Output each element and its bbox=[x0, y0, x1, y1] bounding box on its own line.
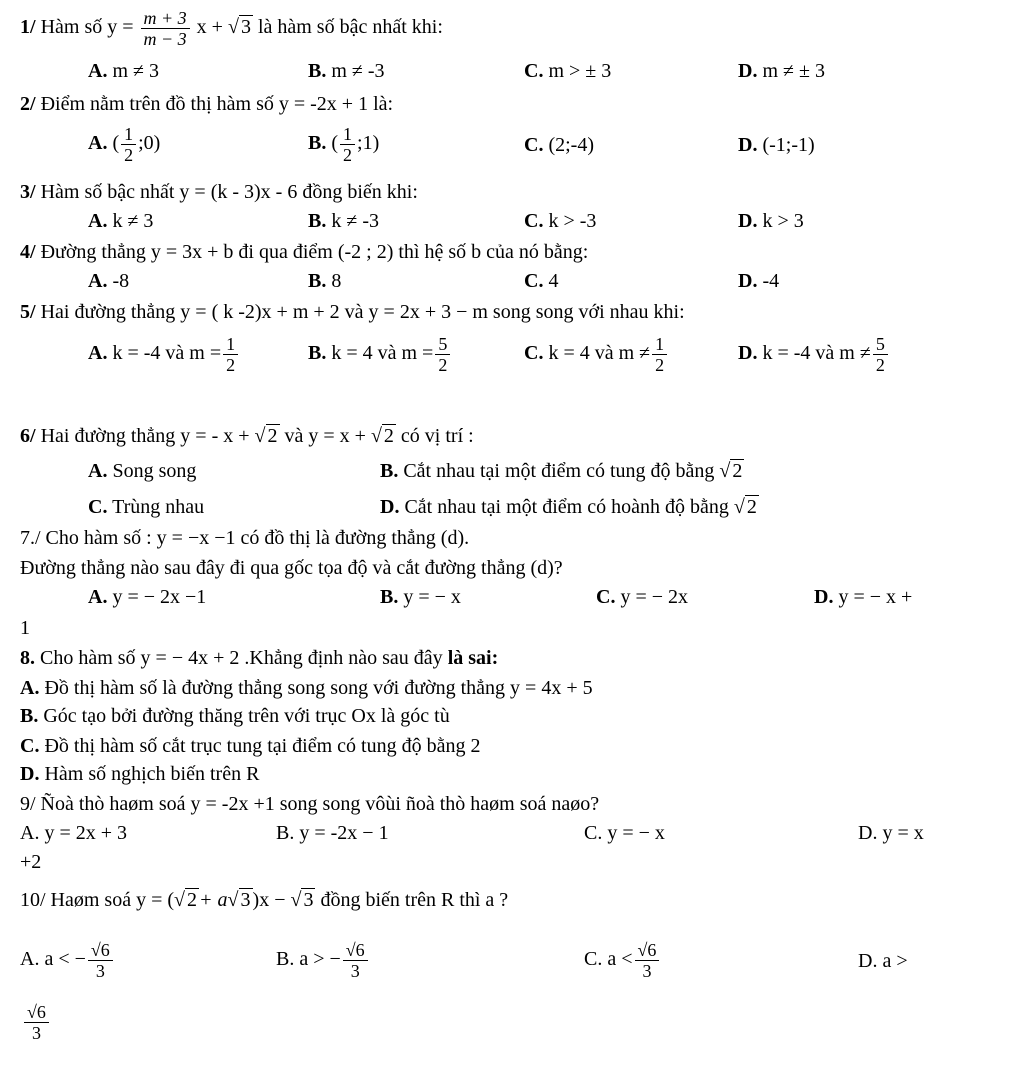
option-c[interactable]: C. Trùng nhau bbox=[88, 496, 205, 518]
question-7: 7./ Cho hàm số : y = −x −1 có đồ thị là đường thẳng (d). bbox=[20, 527, 470, 549]
option-d[interactable]: D. k = -4 và m ≠ $\frac{5}{2}$ bbox=[738, 334, 890, 375]
option-d[interactable]: D. a > bbox=[858, 950, 908, 972]
sqrt: √ 3 bbox=[227, 16, 251, 39]
option-a[interactable]: A. ( $\frac{1}{2}$ ;0) bbox=[88, 124, 161, 165]
option-b[interactable]: B. m ≠ -3 bbox=[308, 60, 385, 82]
option-b[interactable]: B. 8 bbox=[308, 270, 342, 292]
question-10: 10/ Haøm soá y = (√ 2 + a√ 3 )x − √ 3 đồng biến trên R thì a ? bbox=[20, 889, 509, 911]
question-7-line-2: Đường thẳng nào sau đây đi qua gốc tọa độ và cắt đường thẳng (d)? bbox=[20, 557, 563, 579]
question-5: 5/ Hai đường thẳng y = ( k -2)x + m + 2 và y = 2x + 3 − m song song với nhau khi: bbox=[20, 301, 685, 323]
question-6: 6/ Hai đường thẳng y = - x + √ 2 và y = x + √ 2 có vị trí : bbox=[20, 425, 474, 447]
option-d[interactable]: D. (-1;-1) bbox=[738, 134, 815, 156]
option-c[interactable]: C. y = − x bbox=[584, 822, 665, 844]
option-b[interactable]: B. a > − $\frac{√6}{3}$ bbox=[276, 940, 370, 981]
option-b[interactable]: B. k ≠ -3 bbox=[308, 210, 379, 232]
option-a[interactable]: A. Đồ thị hàm số là đường thẳng song song với đường thẳng y = 4x + 5 bbox=[20, 677, 593, 699]
option-a[interactable]: A. k ≠ 3 bbox=[88, 210, 154, 232]
option-c[interactable]: C. k = 4 và m ≠ $\frac{1}{2}$ bbox=[524, 334, 669, 375]
option-d[interactable]: D. Cắt nhau tại một điểm có hoành độ bằng √ 2 bbox=[380, 496, 757, 518]
option-b[interactable]: B. Góc tạo bởi đường thăng trên với trục Ox là góc tù bbox=[20, 705, 450, 727]
option-c[interactable]: C. (2;-4) bbox=[524, 134, 594, 156]
option-a[interactable]: A. y = 2x + 3 bbox=[20, 822, 128, 844]
question-1: 1/ Hàm số y = $\frac{m + 3}{m - 3}$ x + √ 3 là hàm số bậc nhất khi: bbox=[20, 8, 443, 49]
option-a[interactable]: A. Song song bbox=[88, 460, 197, 482]
option-c[interactable]: C. k > -3 bbox=[524, 210, 597, 232]
question-9: 9/ Ñoà thò haøm soá y = -2x +1 song song vôùi ñoà thò haøm soá naøo? bbox=[20, 793, 600, 815]
option-d[interactable]: D. y = x bbox=[858, 822, 924, 844]
option-b[interactable]: B. y = − x bbox=[380, 586, 461, 608]
option-a[interactable]: A. -8 bbox=[88, 270, 130, 292]
option-c[interactable]: C. a < $\frac{√6}{3}$ bbox=[584, 940, 661, 981]
option-b[interactable]: B. k = 4 và m = $\frac{5}{2}$ bbox=[308, 334, 452, 375]
question-3: 3/ Hàm số bậc nhất y = (k - 3)x - 6 đồng biến khi: bbox=[20, 181, 418, 203]
question-2: 2/ Điểm nằm trên đồ thị hàm số y = -2x + 1 là: bbox=[20, 93, 394, 115]
option-c[interactable]: C. Đồ thị hàm số cắt trục tung tại điểm có tung độ bằng 2 bbox=[20, 735, 481, 757]
option-d[interactable]: D. -4 bbox=[738, 270, 780, 292]
option-a[interactable]: A. y = − 2x −1 bbox=[88, 586, 207, 608]
option-a[interactable]: A. k = -4 và m = $\frac{1}{2}$ bbox=[88, 334, 240, 375]
option-d[interactable]: D. y = − x + bbox=[814, 586, 913, 608]
option-b[interactable]: B. Cắt nhau tại một điểm có tung độ bằng √ 2 bbox=[380, 460, 743, 482]
question-text: Hàm số y = bbox=[40, 16, 134, 39]
option-b[interactable]: B. y = -2x − 1 bbox=[276, 822, 389, 844]
option-a[interactable]: A. a < − $\frac{√6}{3}$ bbox=[20, 940, 115, 981]
option-c[interactable]: C. 4 bbox=[524, 270, 559, 292]
option-d[interactable]: D. Hàm số nghịch biến trên R bbox=[20, 763, 260, 785]
option-d-wrap: $\frac{√6}{3}$ bbox=[22, 1002, 51, 1043]
question-8: 8. Cho hàm số y = − 4x + 2 .Khẳng định nào sau đây là sai: bbox=[20, 647, 499, 669]
question-4: 4/ Đường thẳng y = 3x + b đi qua điểm (-2 ; 2) thì hệ số b của nó bằng: bbox=[20, 241, 589, 263]
option-c[interactable]: C. y = − 2x bbox=[596, 586, 689, 608]
option-d-wrap: +2 bbox=[20, 851, 42, 873]
option-b[interactable]: B. ( $\frac{1}{2}$ ;1) bbox=[308, 124, 380, 165]
option-c[interactable]: C. m > ± 3 bbox=[524, 60, 612, 82]
option-d[interactable]: D. m ≠ ± 3 bbox=[738, 60, 825, 82]
question-number: 1/ bbox=[20, 16, 36, 39]
option-d[interactable]: D. k > 3 bbox=[738, 210, 804, 232]
option-a[interactable]: A. m ≠ 3 bbox=[88, 60, 159, 82]
fraction: $\frac{m + 3}{m - 3}$ bbox=[141, 8, 190, 49]
option-d-wrap: 1 bbox=[20, 617, 30, 639]
